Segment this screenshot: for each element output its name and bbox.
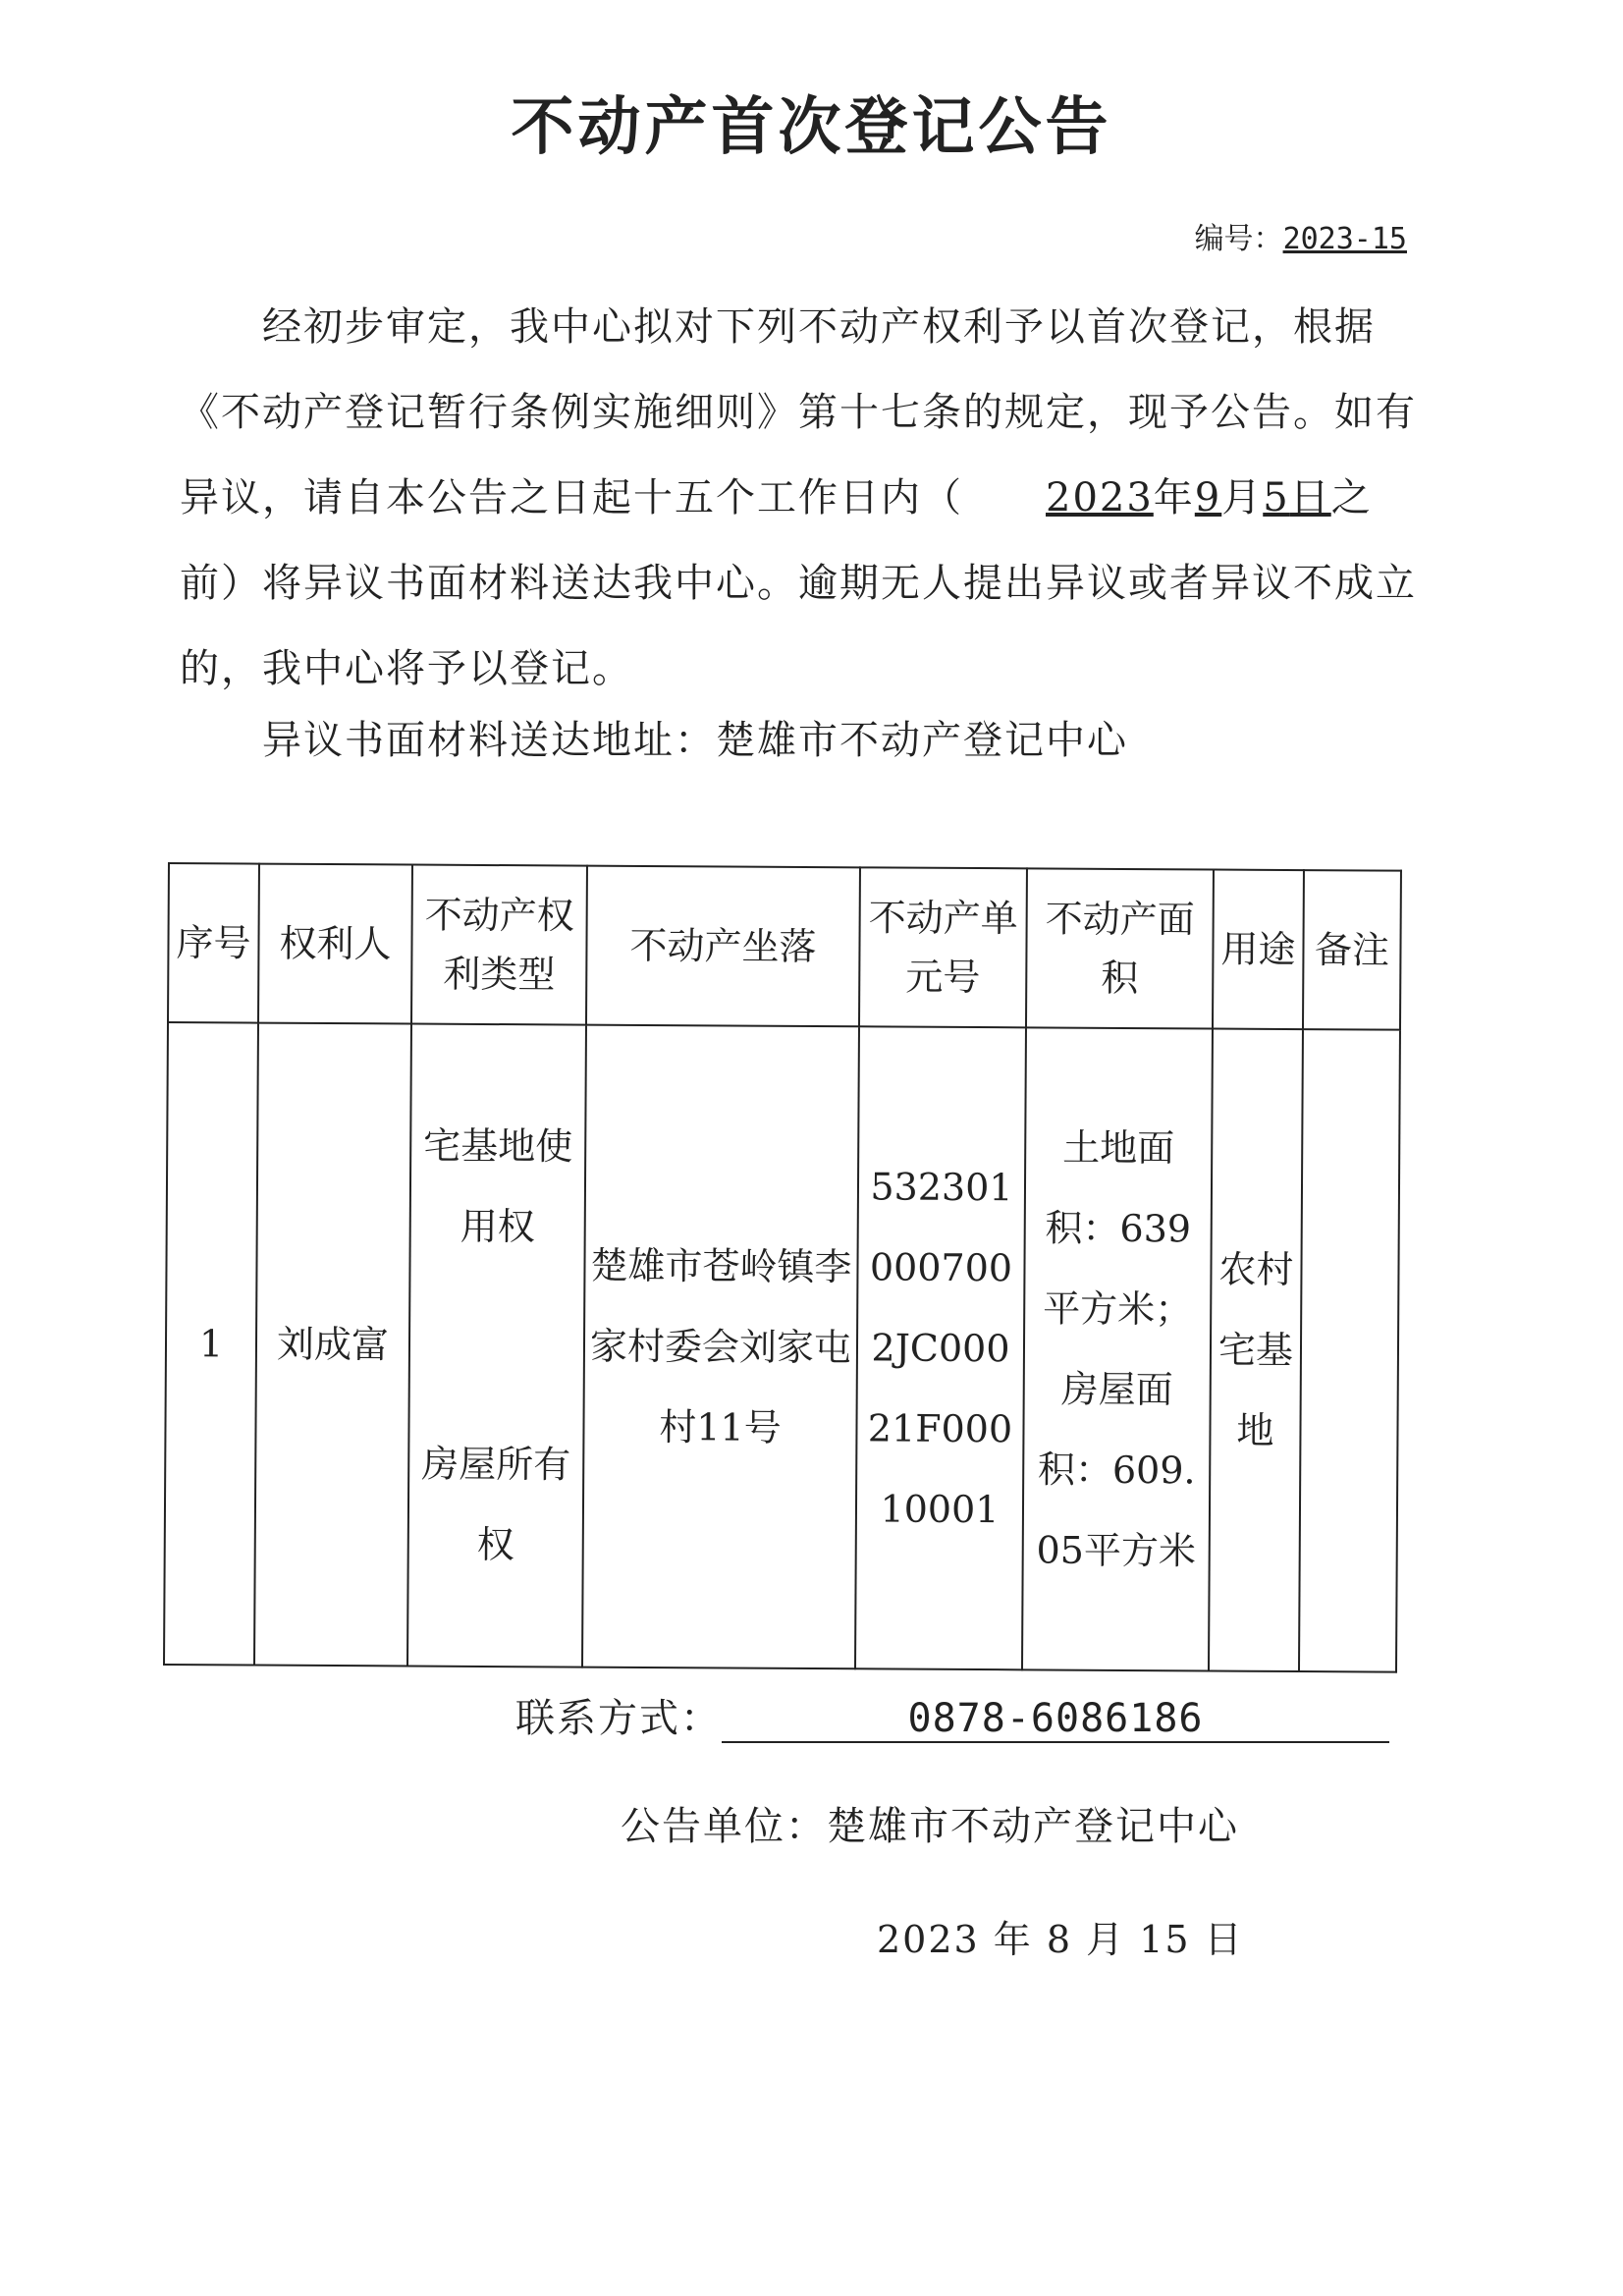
header-location: 不动产坐落 <box>586 866 860 1027</box>
cell-right-type <box>407 1024 586 1667</box>
notice-number-label: 编号： <box>1194 222 1283 256</box>
paragraph-text-b: 之前）将异议书面材料送达我中心。逾期无人提出异议或者异议不成立的，我中心将予以登记。 <box>180 475 1417 691</box>
cell-usage: 农村宅基地 <box>1209 1029 1303 1672</box>
objection-address: 异议书面材料送达地址：楚雄市不动产登记中心 <box>262 718 1128 763</box>
deadline-month: 9 <box>1194 475 1222 520</box>
deadline-year: 2023 <box>1046 475 1154 520</box>
header-usage: 用途 <box>1213 870 1304 1030</box>
header-seq: 序号 <box>168 863 259 1023</box>
deadline-day-unit: 日 <box>1289 475 1331 520</box>
cell-remark <box>1299 1029 1400 1672</box>
table-header-row <box>168 863 1401 1030</box>
notice-number-value: 2023-15 <box>1282 222 1407 256</box>
notice-body <box>180 285 1422 712</box>
right-type-land: 宅基地使用权 <box>423 1123 573 1249</box>
right-type-gap <box>414 1267 580 1425</box>
contact-phone: 0878-6086186 <box>722 1696 1389 1743</box>
notice-paragraph <box>180 285 1422 712</box>
issuer: 公告单位：楚雄市不动产登记中心 <box>621 1804 1239 1849</box>
deadline-day: 5 <box>1263 475 1290 520</box>
registration-table <box>163 862 1402 1673</box>
notice-date: 2023 年 8 月 15 日 <box>877 1918 1244 1961</box>
contact-label: 联系方式： <box>515 1696 722 1741</box>
header-right-type: 不动产权利类型 <box>411 865 587 1025</box>
cell-area: 土地面积：639平方米；房屋面积：609.05平方米 <box>1022 1027 1213 1670</box>
cell-holder: 刘成富 <box>254 1023 411 1667</box>
header-holder: 权利人 <box>258 864 412 1024</box>
notice-number <box>1195 214 1407 257</box>
header-unit-no: 不动产单元号 <box>859 867 1027 1027</box>
table-row <box>164 1022 1400 1672</box>
paragraph-text-a: 经初步审定，我中心拟对下列不动产权利予以首次登记，根据《不动产登记暂行条例实施细则》第十七条的规定，现予公告。如有异议，请自本公告之日起十五个工作日内（ <box>180 304 1417 520</box>
cell-unit-no: 5323010007002JC00021F00010001 <box>855 1026 1026 1669</box>
deadline-month-unit: 月 <box>1221 475 1264 520</box>
cell-seq: 1 <box>164 1022 258 1666</box>
contact-info <box>515 1687 1389 1743</box>
page-title: 不动产首次登记公告 <box>511 91 1112 164</box>
header-remark: 备注 <box>1303 870 1401 1030</box>
header-area: 不动产面积 <box>1026 868 1214 1028</box>
deadline-year-unit: 年 <box>1153 475 1195 520</box>
cell-location: 楚雄市苍岭镇李家村委会刘家屯村11号 <box>582 1025 859 1669</box>
right-type-house: 房屋所有权 <box>421 1442 571 1567</box>
